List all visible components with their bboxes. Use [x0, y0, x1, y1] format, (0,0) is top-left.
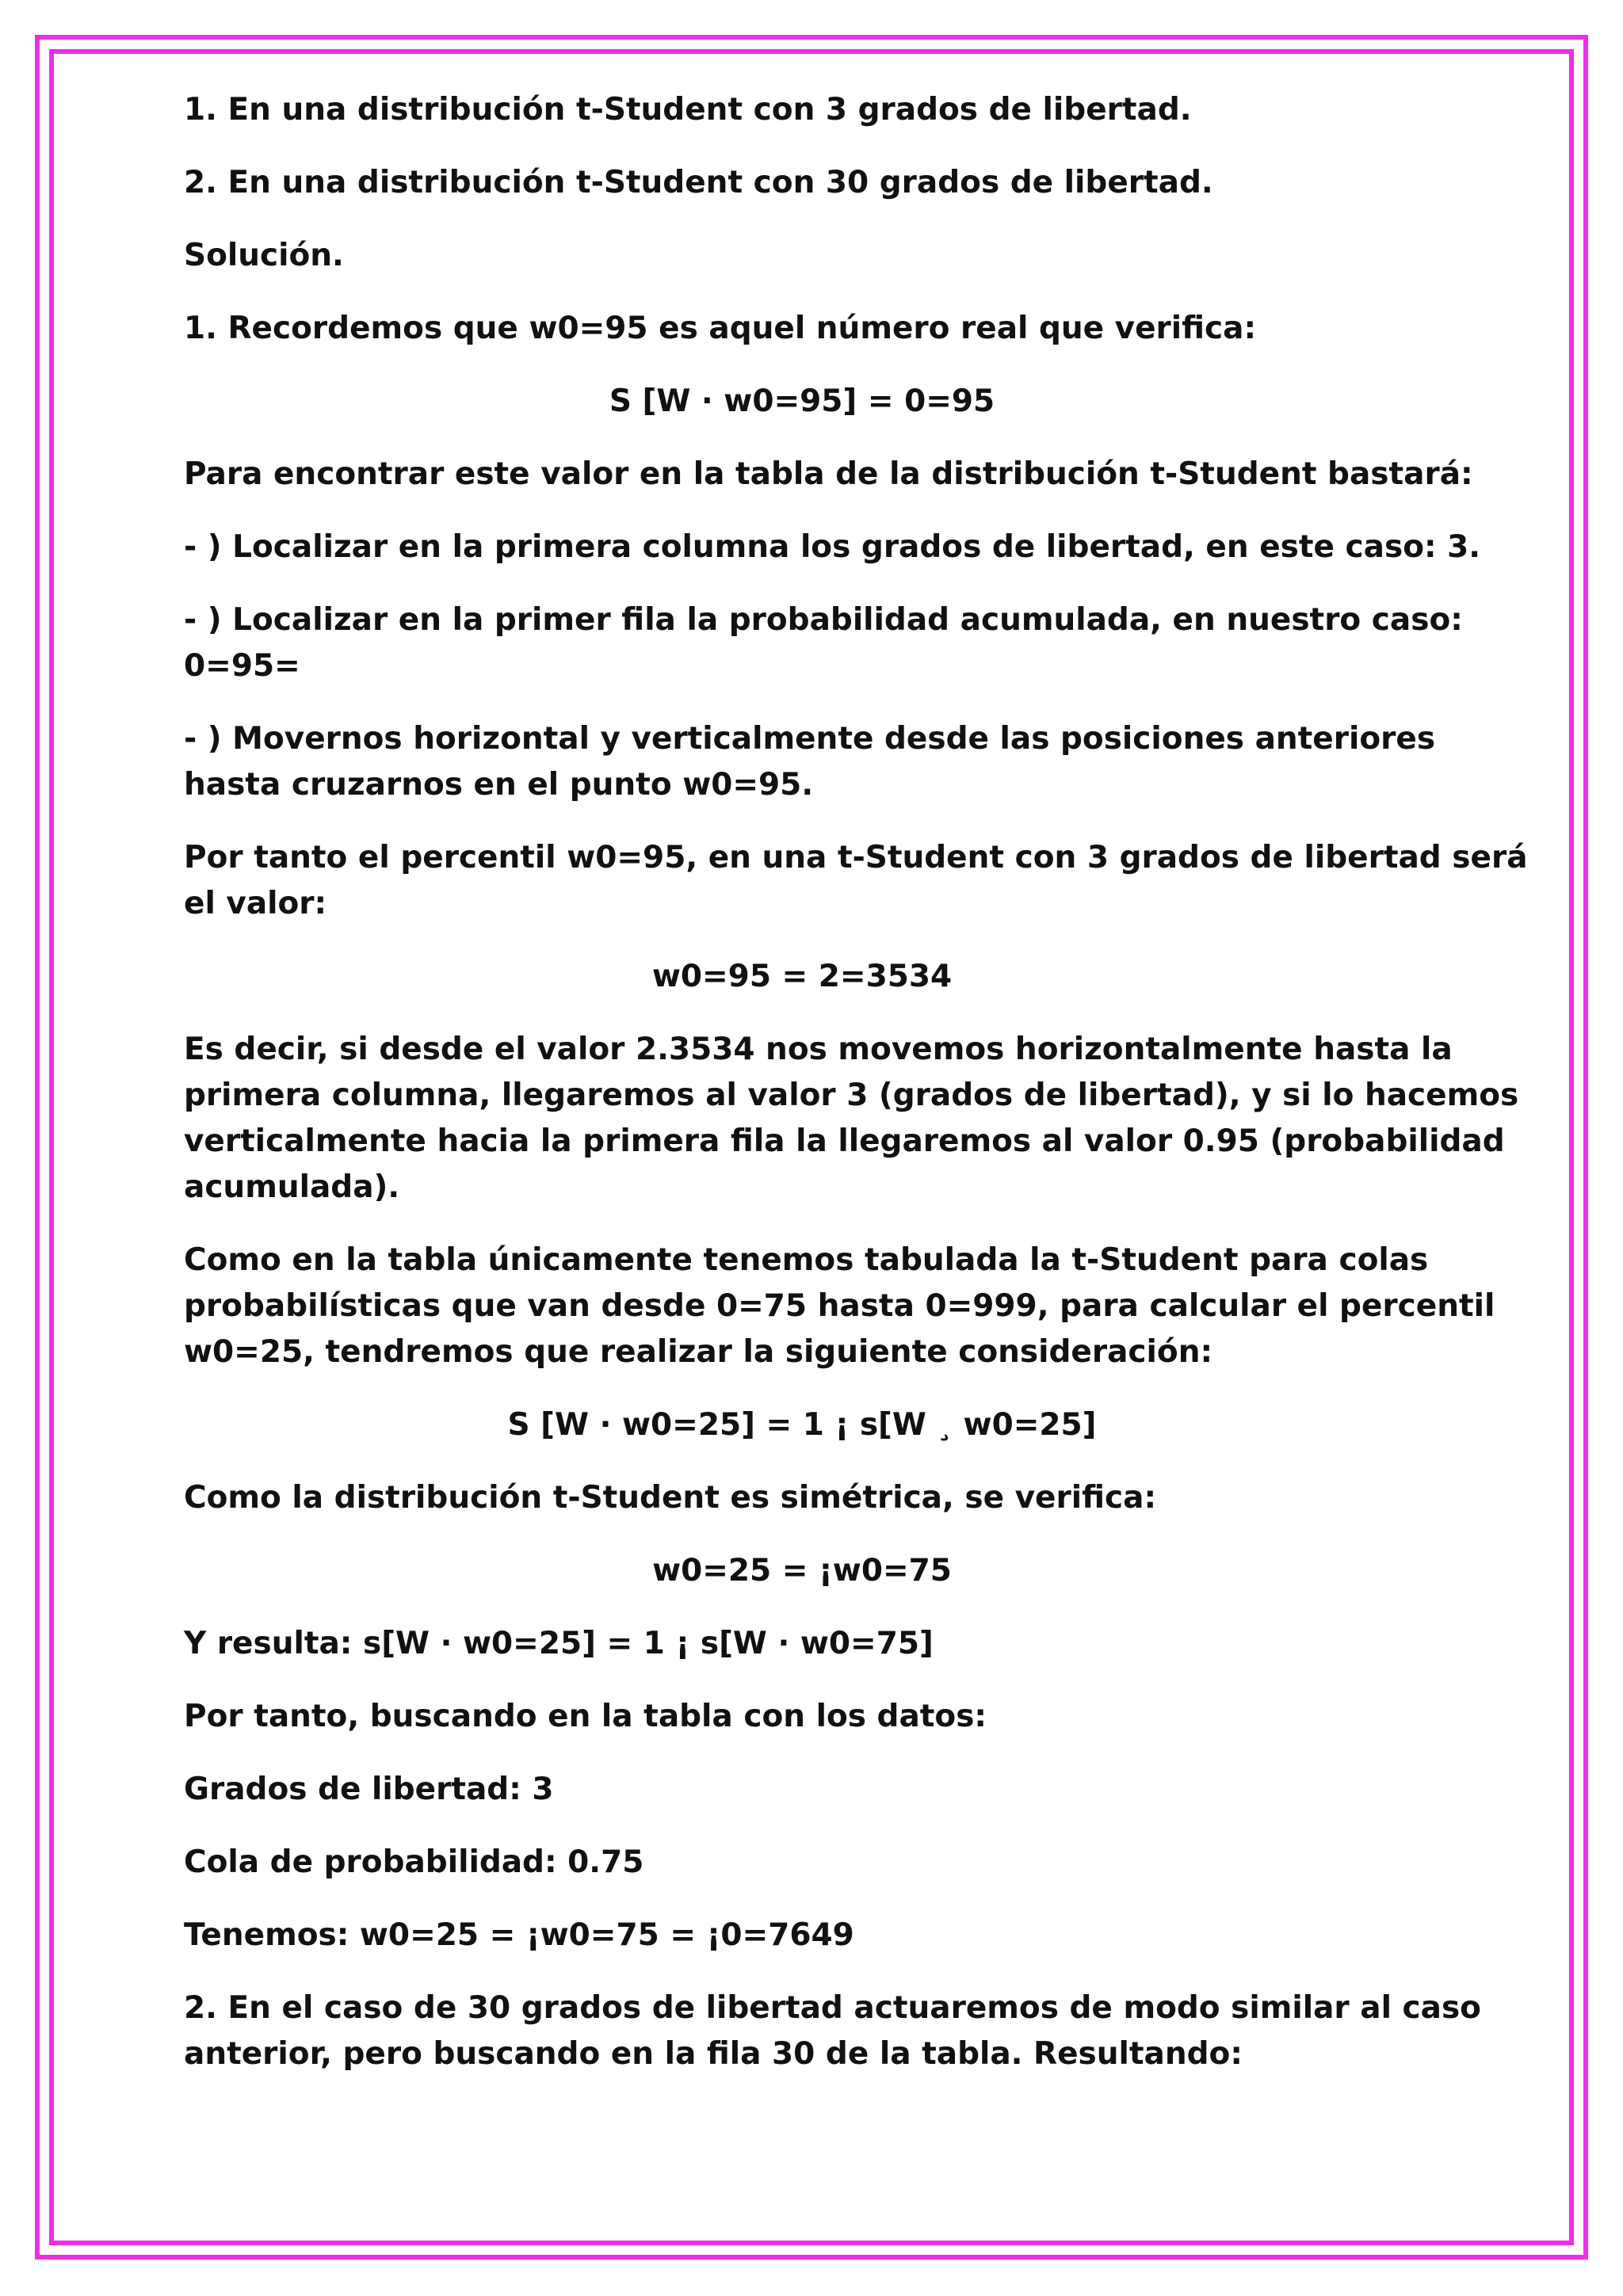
paragraph-line: anterior, pero buscando en la fila 30 de la tabla. Resultando: — [184, 2036, 1243, 2072]
paragraph-line: Grados de libertad: 3 — [184, 1772, 554, 1807]
paragraph-line: Tenemos: w0=25 = ¡w0=75 = ¡0=7649 — [184, 1917, 854, 1953]
paragraph-line: 2. En el caso de 30 grados de libertad actuaremos de modo similar al caso — [184, 1990, 1481, 2026]
equation: S [W · w0=25] = 1 ¡ s[W ¸ w0=25] — [507, 1407, 1097, 1443]
equation: S [W · w0=95] = 0=95 — [609, 383, 995, 419]
paragraph-line: Como la distribución t-Student es simétrica, se verifica: — [184, 1480, 1157, 1516]
paragraph-line: w0=25, tendremos que realizar la siguiente consideración: — [184, 1334, 1213, 1370]
paragraph-line: Es decir, si desde el valor 2.3534 nos movemos horizontalmente hasta la — [184, 1032, 1453, 1067]
paragraph-line: 1. Recordemos que w0=95 es aquel número real que verifica: — [184, 311, 1257, 346]
item-1-heading: 1. En una distribución t-Student con 3 grados de libertad. — [184, 92, 1192, 128]
paragraph-line: Como en la tabla únicamente tenemos tabulada la t-Student para colas — [184, 1242, 1429, 1278]
paragraph-line: Y resulta: s[W · w0=25] = 1 ¡ s[W · w0=75] — [184, 1626, 934, 1661]
paragraph-line: Para encontrar este valor en la tabla de la distribución t-Student bastará: — [184, 456, 1473, 492]
equation: w0=25 = ¡w0=75 — [652, 1553, 952, 1589]
item-2-heading: 2. En una distribución t-Student con 30 grados de libertad. — [184, 165, 1213, 200]
bullet-line-continued: hasta cruzarnos en el punto w0=95. — [184, 767, 814, 803]
paragraph-line: verticalmente hacia la primera fila la llegaremos al valor 0.95 (probabilidad — [184, 1123, 1505, 1159]
paragraph-line: Cola de probabilidad: 0.75 — [184, 1844, 644, 1880]
paragraph-line: acumulada). — [184, 1169, 400, 1205]
paragraph-line: Por tanto, buscando en la tabla con los datos: — [184, 1699, 987, 1734]
paragraph-line: el valor: — [184, 886, 327, 921]
paragraph-line: primera columna, llegaremos al valor 3 (grados de libertad), y si lo hacemos — [184, 1077, 1519, 1113]
solution-heading: Solución. — [184, 238, 344, 273]
paragraph-line: Por tanto el percentil w0=95, en una t-Student con 3 grados de libertad será — [184, 840, 1528, 875]
bullet-line-continued: 0=95= — [184, 648, 300, 684]
equation: w0=95 = 2=3534 — [651, 959, 953, 994]
bullet-line: - ) Movernos horizontal y verticalmente desde las posiciones anteriores — [184, 721, 1436, 757]
bullet-line: - ) Localizar en la primera columna los grados de libertad, en este caso: 3. — [184, 529, 1481, 565]
bullet-line: - ) Localizar en la primer fila la probabilidad acumulada, en nuestro caso: — [184, 602, 1463, 638]
paragraph-line: probabilísticas que van desde 0=75 hasta 0=999, para calcular el percentil — [184, 1288, 1495, 1324]
